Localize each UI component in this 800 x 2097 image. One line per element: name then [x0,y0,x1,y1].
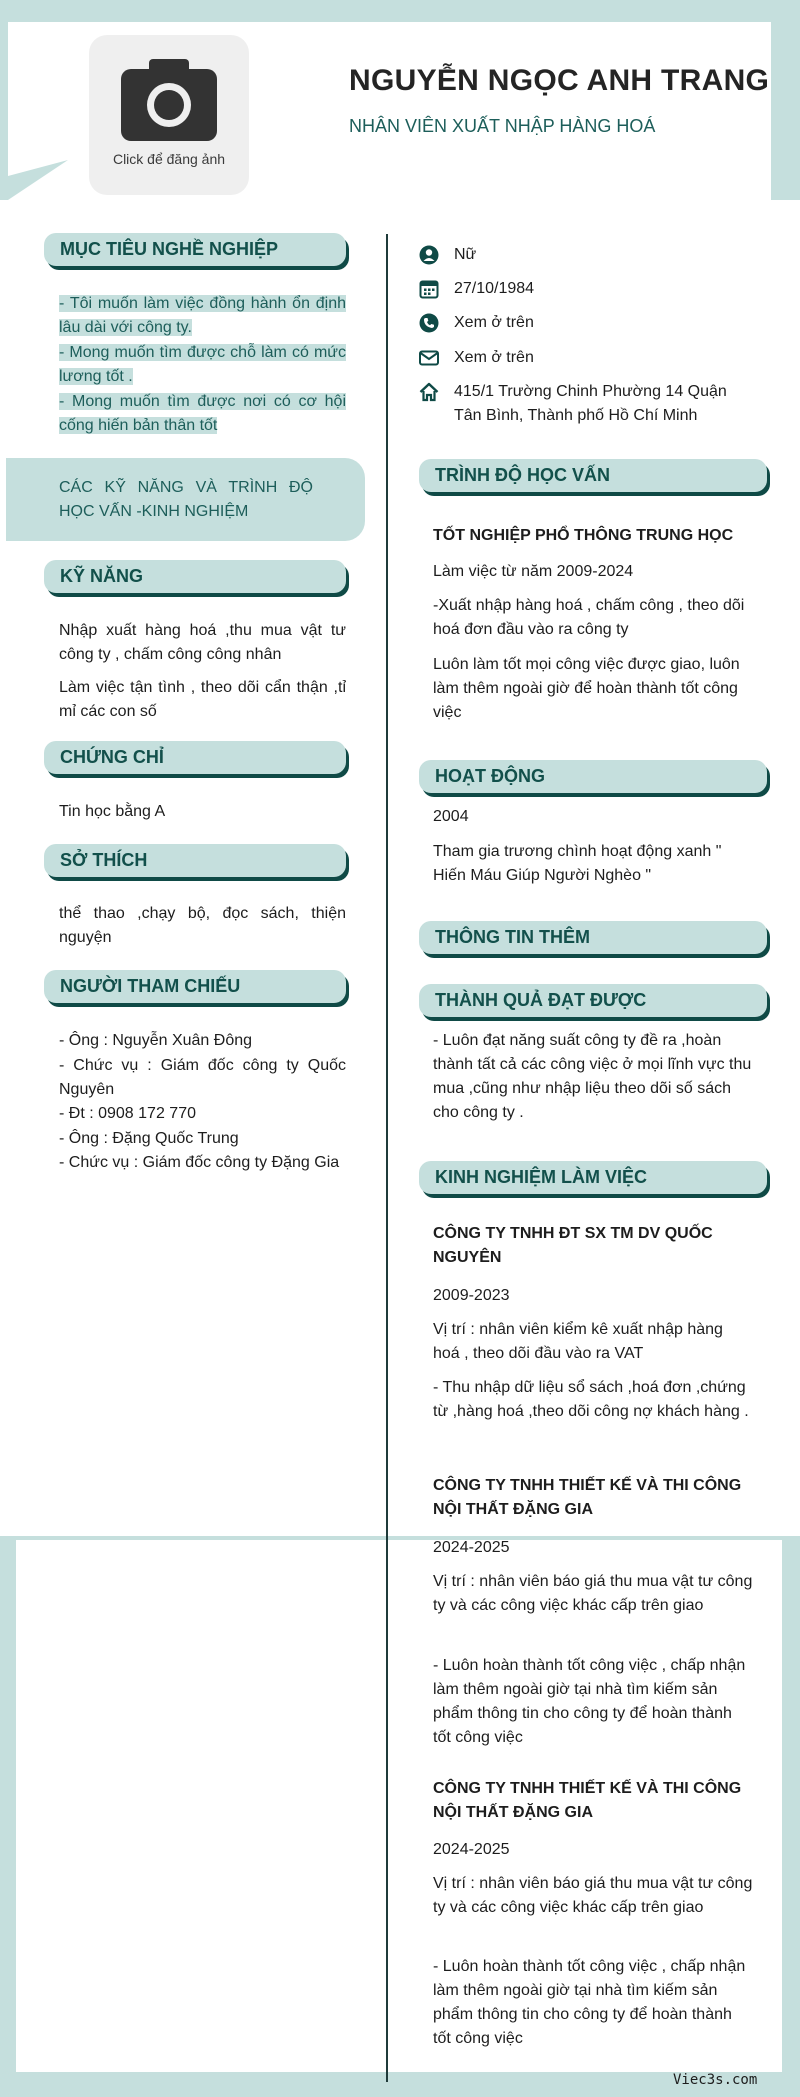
reference-line: - Ông : Nguyễn Xuân Đông [59,1032,253,1049]
references-heading: NGƯỜI THAM CHIẾU [44,970,346,1003]
achievements-heading: THÀNH QUẢ ĐẠT ĐƯỢC [419,984,767,1017]
gender-value: Nữ [454,246,477,263]
job-period: 2009-2023 [433,1287,510,1304]
activity-year: 2004 [433,808,469,825]
objective-line: - Tôi muốn làm việc đồng hành ổn định lâu dài với công ty. [59,295,346,336]
candidate-name: NGUYỄN NGỌC ANH TRANG [349,64,770,97]
education-line: Luôn làm tốt mọi công việc được giao, luôn làm thêm ngoài giờ để hoàn thành tốt công việc [433,656,740,721]
reference-line: - Ông : Đặng Quốc Trung [59,1130,239,1147]
activities-heading: HOẠT ĐỘNG [419,760,767,793]
hobbies-heading: SỞ THÍCH [44,844,346,877]
job-period: 2024-2025 [433,1539,510,1556]
job-description: - Luôn hoàn thành tốt công việc , chấp nhận làm thêm ngoài giờ tại nhà tìm kiếm sản phẩm thông tin cho công ty để hoàn thành tốt công việc [433,1657,746,1746]
calendar-icon [419,279,439,299]
job-position: Vị trí : nhân viên báo giá thu mua vật tư công ty và các công việc khác cấp trên giao [433,1573,753,1614]
contact-address [419,380,744,428]
user-icon [419,245,439,265]
achievements-text: - Luôn đạt năng suất công ty đề ra ,hoàn thành tất cả các công việc ở mọi lĩnh vực thu mua ,cũng như nhập liệu theo dõi số sách cho công ty . [433,1032,752,1121]
education-heading: TRÌNH ĐỘ HỌC VẤN [419,459,767,492]
job-company: CÔNG TY TNHH ĐT SX TM DV QUỐC NGUYÊN [433,1225,713,1266]
reference-line: - Chức vụ : Giám đốc công ty Đặng Gia [59,1154,340,1171]
objective-heading: MỤC TIÊU NGHỀ NGHIỆP [44,233,346,266]
skill-item: Làm việc tận tình , theo dõi cẩn thận ,tỉ mỉ các con số [59,679,346,720]
job-description: - Luôn hoàn thành tốt công việc , chấp nhận làm thêm ngoài giờ tại nhà tìm kiếm sản phẩm thông tin cho công ty để hoàn thành tốt công việc [433,1958,746,2047]
job-title: NHÂN VIÊN XUẤT NHẬP HÀNG HOÁ [349,116,656,136]
certificates-heading: CHỨNG CHỈ [44,741,346,774]
contact-phone [419,311,744,335]
more-info-heading: THÔNG TIN THÊM [419,921,767,954]
contact-birthday [419,277,744,301]
activity-text: Tham gia trương chình hoạt động xanh " Hiến Máu Giúp Người Nghèo " [433,843,722,884]
objective-line: - Mong muốn tìm được chỗ làm có mức lương tốt . [59,344,346,385]
column-divider [386,234,388,2082]
watermark: Viec3s.com [673,2072,758,2088]
education-line: -Xuất nhập hàng hoá , chấm công , theo dõi hoá đơn đầu vào ra công ty [433,597,745,638]
skills-summary-block: CÁC KỸ NĂNG VÀ TRÌNH ĐỘ HỌC VẤN -KINH NGHIỆM [6,458,365,541]
job-position: Vị trí : nhân viên kiểm kê xuất nhập hàng hoá , theo dõi đầu vào ra VAT [433,1321,723,1362]
objective-line: - Mong muốn tìm được nơi có cơ hội cống hiến bản thân tốt [59,393,346,434]
education-school: TỐT NGHIỆP PHỔ THÔNG TRUNG HỌC [433,527,734,544]
email-value: Xem ở trên [454,349,534,366]
phone-value: Xem ở trên [454,314,534,331]
contact-email [419,346,744,370]
birthday-value: 27/10/1984 [454,280,535,297]
camera-icon [121,57,217,141]
contact-gender [419,243,744,267]
reference-line: - Đt : 0908 172 770 [59,1105,196,1122]
hobbies-text: thể thao ,chạy bộ, đọc sách, thiện nguyện [59,905,346,946]
job-description: - Thu nhập dữ liệu sổ sách ,hoá đơn ,chứng từ ,hàng hoá ,theo dõi công nợ khách hàng . [433,1379,749,1420]
address-value: 415/1 Trường Chinh Phường 14 Quận Tân Bình, Thành phố Hồ Chí Minh [454,383,727,424]
photo-caption: Click để đăng ảnh [112,151,226,167]
home-icon [419,382,439,402]
job-company: CÔNG TY TNHH THIẾT KẾ VÀ THI CÔNG NỘI THẤT ĐẶNG GIA [433,1780,742,1821]
phone-icon [419,313,439,333]
mail-icon [419,348,439,368]
reference-line: - Chức vụ : Giám đốc công ty Quốc Nguyên [59,1057,346,1098]
education-line: Làm việc từ năm 2009-2024 [433,563,634,580]
photo-upload[interactable] [89,35,249,195]
job-company: CÔNG TY TNHH THIẾT KẾ VÀ THI CÔNG NỘI THẤT ĐẶNG GIA [433,1477,742,1518]
experience-heading: KINH NGHIỆM LÀM VIỆC [419,1161,767,1194]
skills-heading: KỸ NĂNG [44,560,346,593]
job-period: 2024-2025 [433,1841,510,1858]
job-position: Vị trí : nhân viên báo giá thu mua vật tư công ty và các công việc khác cấp trên giao [433,1875,753,1916]
skill-item: Nhập xuất hàng hoá ,thu mua vật tư công ty , chấm công công nhân [59,622,346,663]
certificate-item: Tin học bằng A [59,803,166,820]
